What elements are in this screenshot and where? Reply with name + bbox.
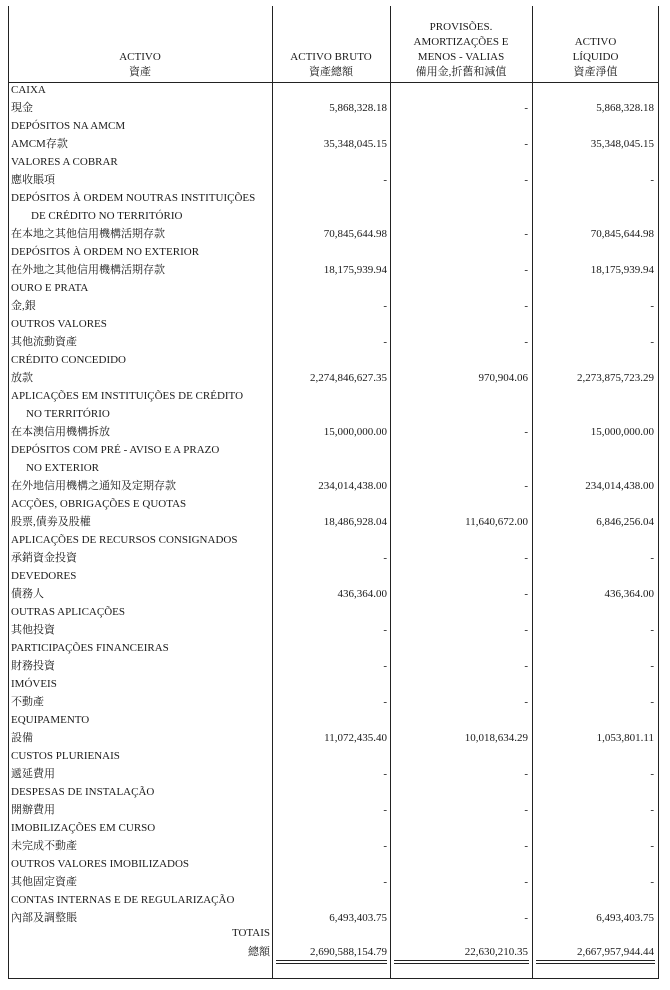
cell-activo-bruto: 18,175,939.94 <box>323 264 387 276</box>
header-activo <box>8 6 272 82</box>
totals-rule-bruto-2 <box>276 963 387 964</box>
cell-activo-bruto: - <box>383 840 387 852</box>
cell-provisoes: - <box>524 876 528 888</box>
header-bruto-zh: 資產總額 <box>309 66 353 78</box>
row-label-pt: NO TERRITÓRIO <box>26 408 110 420</box>
cell-activo-bruto: 35,348,045.15 <box>323 138 387 150</box>
header-liquido-line1: ACTIVO <box>574 36 617 48</box>
cell-activo-liquido: - <box>650 876 654 888</box>
row-label-pt: APLICAÇÕES DE RECURSOS CONSIGNADOS <box>11 534 238 546</box>
cell-provisoes: - <box>524 138 528 150</box>
cell-activo-bruto: 2,274,846,627.35 <box>310 372 387 384</box>
header-bruto-pt: ACTIVO BRUTO <box>290 51 372 63</box>
cell-activo-bruto: 436,364.00 <box>337 588 387 600</box>
row-label-zh: 在外地之其他信用機構活期存款 <box>11 264 165 276</box>
row-label-pt: APLICAÇÕES EM INSTITUIÇÕES DE CRÉDITO <box>11 390 244 402</box>
cell-provisoes: - <box>524 624 528 636</box>
cell-provisoes: - <box>524 588 528 600</box>
header-provisoes <box>390 6 532 82</box>
row-label-pt: CAIXA <box>11 84 46 96</box>
row-label-pt: PARTICIPAÇÕES FINANCEIRAS <box>11 642 169 654</box>
totals-label-zh: 總額 <box>248 946 270 958</box>
cell-activo-liquido: - <box>650 660 654 672</box>
cell-activo-liquido: 5,868,328.18 <box>596 102 654 114</box>
row-label-pt: NO EXTERIOR <box>26 462 100 474</box>
row-label-zh: 金,銀 <box>11 300 36 312</box>
row-label-zh: 其他投資 <box>11 624 55 636</box>
cell-provisoes: - <box>524 264 528 276</box>
totals-liquido: 2,667,957,944.44 <box>577 946 654 958</box>
row-label-pt: ACÇÕES, OBRIGAÇÕES E QUOTAS <box>11 498 187 510</box>
cell-activo-liquido: 6,846,256.04 <box>596 516 654 528</box>
cell-activo-liquido: 15,000,000.00 <box>590 426 654 438</box>
cell-activo-liquido: 35,348,045.15 <box>590 138 654 150</box>
cell-activo-bruto: - <box>383 552 387 564</box>
row-label-pt: DEVEDORES <box>11 570 77 582</box>
cell-activo-bruto: - <box>383 624 387 636</box>
cell-activo-liquido: - <box>650 174 654 186</box>
row-label-pt: IMOBILIZAÇÕES EM CURSO <box>11 822 156 834</box>
row-label-pt: DEPÓSITOS À ORDEM NOUTRAS INSTITUIÇÕES <box>11 192 256 204</box>
cell-activo-bruto: 234,014,438.00 <box>318 480 387 492</box>
cell-activo-bruto: - <box>383 660 387 672</box>
cell-activo-liquido: 1,053,801.11 <box>596 732 654 744</box>
row-label-zh: 現金 <box>11 102 33 114</box>
cell-activo-liquido: 436,364.00 <box>604 588 654 600</box>
row-label-zh: 在外地信用機構之通知及定期存款 <box>11 480 176 492</box>
row-label-zh: 不動產 <box>11 696 44 708</box>
row-label-pt: CRÉDITO CONCEDIDO <box>11 354 126 366</box>
row-label-zh: 內部及調整賬 <box>11 912 77 924</box>
header-provisoes-line3: MENOS - VALIAS <box>417 51 505 63</box>
cell-provisoes: - <box>524 426 528 438</box>
row-label-zh: 應收賬項 <box>11 174 55 186</box>
cell-activo-liquido: - <box>650 696 654 708</box>
cell-provisoes: - <box>524 300 528 312</box>
cell-activo-bruto: - <box>383 336 387 348</box>
header-activo-zh: 資產 <box>129 66 151 78</box>
totals-rule-liq-1 <box>536 960 655 961</box>
cell-provisoes: - <box>524 480 528 492</box>
cell-activo-bruto: - <box>383 300 387 312</box>
cell-activo-bruto: - <box>383 768 387 780</box>
cell-activo-liquido: - <box>650 624 654 636</box>
header-provisoes-line1: PROVISÕES. <box>429 21 493 33</box>
row-label-pt: DESPESAS DE INSTALAÇÃO <box>11 786 155 798</box>
cell-activo-bruto: 15,000,000.00 <box>323 426 387 438</box>
cell-activo-bruto: 18,486,928.04 <box>323 516 387 528</box>
cell-activo-bruto: 11,072,435.40 <box>324 732 387 744</box>
totals-rule-prov-2 <box>394 963 529 964</box>
cell-provisoes: - <box>524 228 528 240</box>
row-label-zh: 在本地之其他信用機構活期存款 <box>11 228 165 240</box>
cell-activo-liquido: 2,273,875,723.29 <box>577 372 654 384</box>
row-label-pt: OUTROS VALORES IMOBILIZADOS <box>11 858 190 870</box>
row-label-pt: IMÓVEIS <box>11 678 57 690</box>
row-label-pt: VALORES A COBRAR <box>11 156 118 168</box>
cell-activo-liquido: 6,493,403.75 <box>596 912 654 924</box>
row-label-zh: 設備 <box>11 732 33 744</box>
cell-activo-bruto: - <box>383 876 387 888</box>
balance-sheet-table <box>8 6 659 979</box>
cell-provisoes: - <box>524 174 528 186</box>
cell-activo-liquido: 18,175,939.94 <box>590 264 654 276</box>
cell-activo-bruto: 70,845,644.98 <box>323 228 387 240</box>
cell-activo-liquido: 70,845,644.98 <box>590 228 654 240</box>
col-divider-4 <box>658 6 659 979</box>
cell-activo-liquido: - <box>650 804 654 816</box>
cell-provisoes: - <box>524 660 528 672</box>
cell-provisoes: - <box>524 696 528 708</box>
row-label-zh: 承銷資金投資 <box>11 552 77 564</box>
totals-rule-liq-2 <box>536 963 655 964</box>
row-label-pt: OURO E PRATA <box>11 282 89 294</box>
cell-provisoes: - <box>524 768 528 780</box>
cell-activo-bruto: - <box>383 696 387 708</box>
cell-activo-liquido: - <box>650 336 654 348</box>
cell-activo-liquido: - <box>650 552 654 564</box>
cell-provisoes: 11,640,672.00 <box>465 516 528 528</box>
cell-activo-liquido: - <box>650 840 654 852</box>
header-liquido-zh: 資產淨值 <box>573 66 618 78</box>
cell-provisoes: 970,904.06 <box>478 372 528 384</box>
row-label-pt: DEPÓSITOS NA AMCM <box>11 120 126 132</box>
cell-provisoes: - <box>524 102 528 114</box>
totals-rule-prov-1 <box>394 960 529 961</box>
row-label-zh: 未完成不動產 <box>11 840 77 852</box>
table-bottom-rule <box>8 978 659 979</box>
row-label-zh: 債務人 <box>11 588 44 600</box>
row-label-pt: OUTRAS APLICAÇÕES <box>11 606 125 618</box>
totals-bruto: 2,690,588,154.79 <box>310 946 387 958</box>
totals-rule-bruto-1 <box>276 960 387 961</box>
header-liquido <box>532 6 659 82</box>
row-label-zh: 開辦費用 <box>11 804 55 816</box>
row-label-zh: 放款 <box>11 372 33 384</box>
row-label-zh: 股票,債劵及股權 <box>11 516 91 528</box>
cell-activo-bruto: 5,868,328.18 <box>329 102 387 114</box>
cell-activo-liquido: - <box>650 300 654 312</box>
row-label-pt: DE CRÉDITO NO TERRITÓRIO <box>31 210 183 222</box>
row-label-pt: DEPÓSITOS À ORDEM NO EXTERIOR <box>11 246 200 258</box>
row-label-zh: 遞延費用 <box>11 768 55 780</box>
row-label-pt: CONTAS INTERNAS E DE REGULARIZAÇÃO <box>11 894 235 906</box>
totals-provisoes: 22,630,210.35 <box>464 946 528 958</box>
row-label-zh: 其他固定資產 <box>11 876 77 888</box>
cell-provisoes: - <box>524 840 528 852</box>
row-label-pt: CUSTOS PLURIENAIS <box>11 750 120 762</box>
cell-activo-liquido: 234,014,438.00 <box>585 480 654 492</box>
cell-provisoes: - <box>524 804 528 816</box>
row-label-zh: 在本澳信用機構拆放 <box>11 426 110 438</box>
cell-activo-bruto: - <box>383 174 387 186</box>
row-label-zh: AMCM存款 <box>11 138 68 150</box>
cell-provisoes: 10,018,634.29 <box>464 732 528 744</box>
header-provisoes-line2: AMORTIZAÇÕES E <box>413 36 509 48</box>
row-label-pt: OUTROS VALORES <box>11 318 107 330</box>
row-label-zh: 其他流動資產 <box>11 336 77 348</box>
header-provisoes-zh: 備用金,折舊和減值 <box>415 66 507 78</box>
row-label-pt: DEPÓSITOS COM PRÉ - AVISO E A PRAZO <box>11 444 220 456</box>
header-bruto <box>272 6 390 82</box>
cell-activo-bruto: - <box>383 804 387 816</box>
header-activo-pt: ACTIVO <box>119 51 161 63</box>
cell-activo-bruto: 6,493,403.75 <box>329 912 387 924</box>
row-label-zh: 財務投資 <box>11 660 55 672</box>
totals-label-pt: TOTAIS <box>231 927 270 939</box>
col-divider-0 <box>8 6 9 979</box>
header-bottom-rule <box>8 82 659 83</box>
cell-activo-liquido: - <box>650 768 654 780</box>
row-label-pt: EQUIPAMENTO <box>11 714 90 726</box>
cell-provisoes: - <box>524 912 528 924</box>
cell-provisoes: - <box>524 336 528 348</box>
header-liquido-line2: LÍQUIDO <box>572 51 619 63</box>
cell-provisoes: - <box>524 552 528 564</box>
